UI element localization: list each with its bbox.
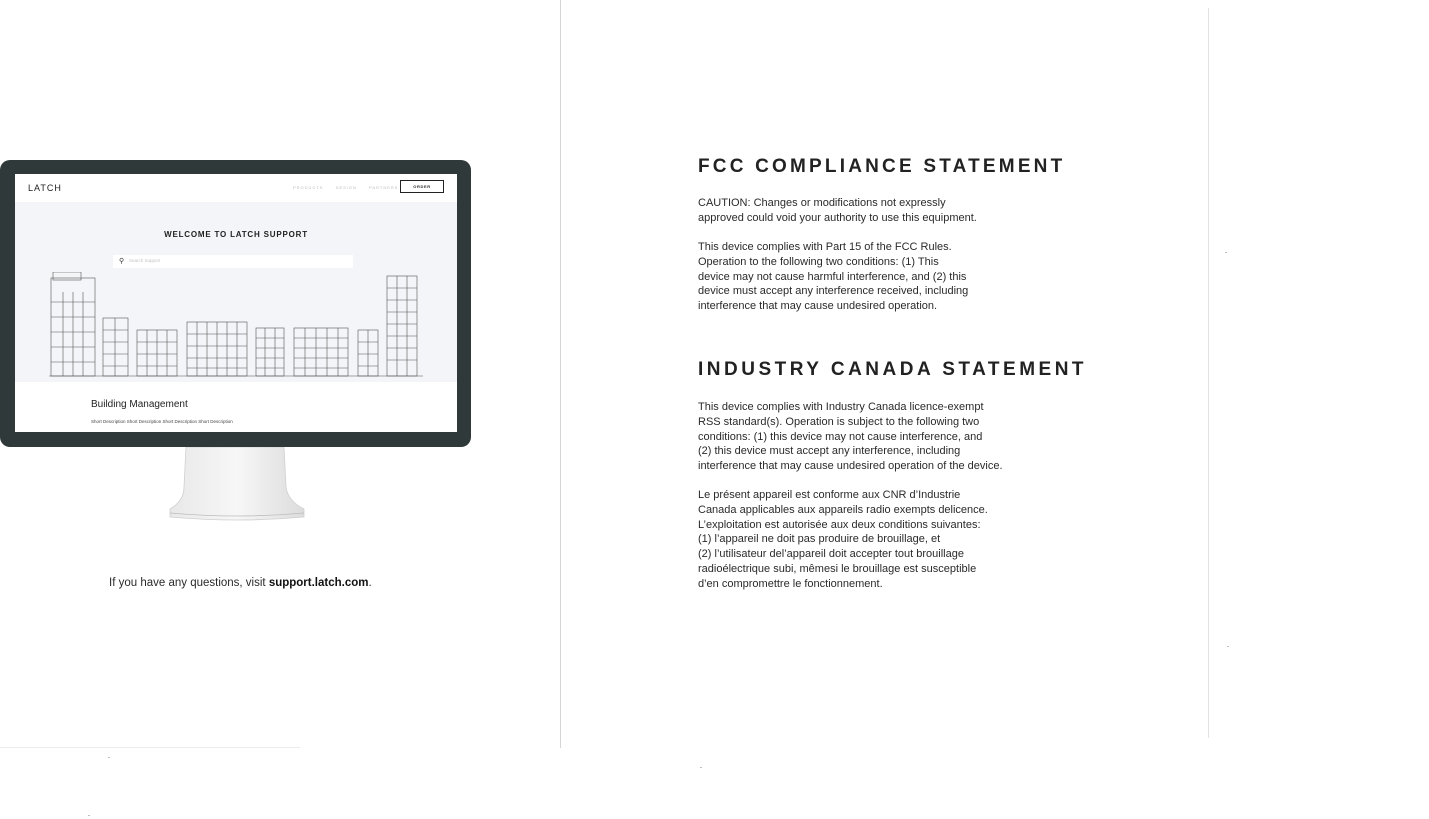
latch-logo: LATCH [28, 183, 62, 193]
nav-link-design: DESIGN [335, 185, 357, 190]
search-placeholder: Search Support [129, 258, 161, 263]
scan-speck [700, 767, 702, 768]
search-icon: ⚲ [119, 258, 125, 265]
search-bar [113, 255, 353, 268]
nav-link-partners: PARTNERS [369, 185, 399, 190]
question-suffix: . [368, 577, 372, 589]
monitor-stand [168, 447, 308, 523]
fcc-caution-paragraph: CAUTION: Changes or modifications not expressly approved could void your authority to use this equipment. [698, 197, 977, 224]
support-link[interactable]: support.latch.com [268, 577, 369, 589]
industry-canada-heading: INDUSTRY CANADA STATEMENT [698, 359, 1088, 380]
monitor-screen [15, 174, 457, 432]
scan-speck [1227, 646, 1229, 647]
scan-speck [88, 815, 90, 816]
order-button: ORDER [400, 180, 444, 193]
fcc-compliance-paragraph: This device complies with Part 15 of the FCC Rules. Operation to the following two conditions: (1) This device may not cause harmful interference, and (2) this device must accept any interference received, including interference that may cause undesired operation. [698, 241, 969, 313]
page-fold-line [560, 0, 561, 748]
ic-french-paragraph: Le présent appareil est conforme aux CNR d’Industrie Canada applicables aux appareils radio exempts delicence. L’exploitation est autorisée aux deux conditions suivantes: (1) l’appareil ne doit pas produire de brouillage, et (2) l’utilisateur del’appareil doit accepter tout brouillage radioélectrique subi, mêmesi le brouillage est susceptible d’en compromettre le fonctionnement. [698, 489, 988, 590]
scan-speck [108, 757, 110, 758]
page-edge-line [1208, 8, 1209, 738]
section-title: Building Management [91, 399, 188, 410]
nav-link-products: PRODUCTS [293, 185, 324, 190]
question-prefix: If you have any questions, visit [109, 577, 269, 589]
monitor-illustration [0, 160, 471, 447]
page-bottom-line [0, 747, 300, 748]
scan-speck [1225, 252, 1227, 253]
support-question [109, 577, 372, 589]
buildings-illustration [49, 272, 423, 378]
section-description: Short Description Short Description Short Description Short Description [91, 419, 233, 424]
fcc-heading: FCC COMPLIANCE STATEMENT [698, 156, 1066, 177]
welcome-heading: WELCOME TO LATCH SUPPORT [164, 230, 308, 239]
ic-english-paragraph: This device complies with Industry Canada licence-exempt RSS standard(s). Operation is subject to the following two conditions: (1) this device may not cause interference, and (2) this device must accept any interference, including interference that may cause undesired operation of the device. [698, 401, 1003, 473]
screen-nav [293, 185, 408, 190]
